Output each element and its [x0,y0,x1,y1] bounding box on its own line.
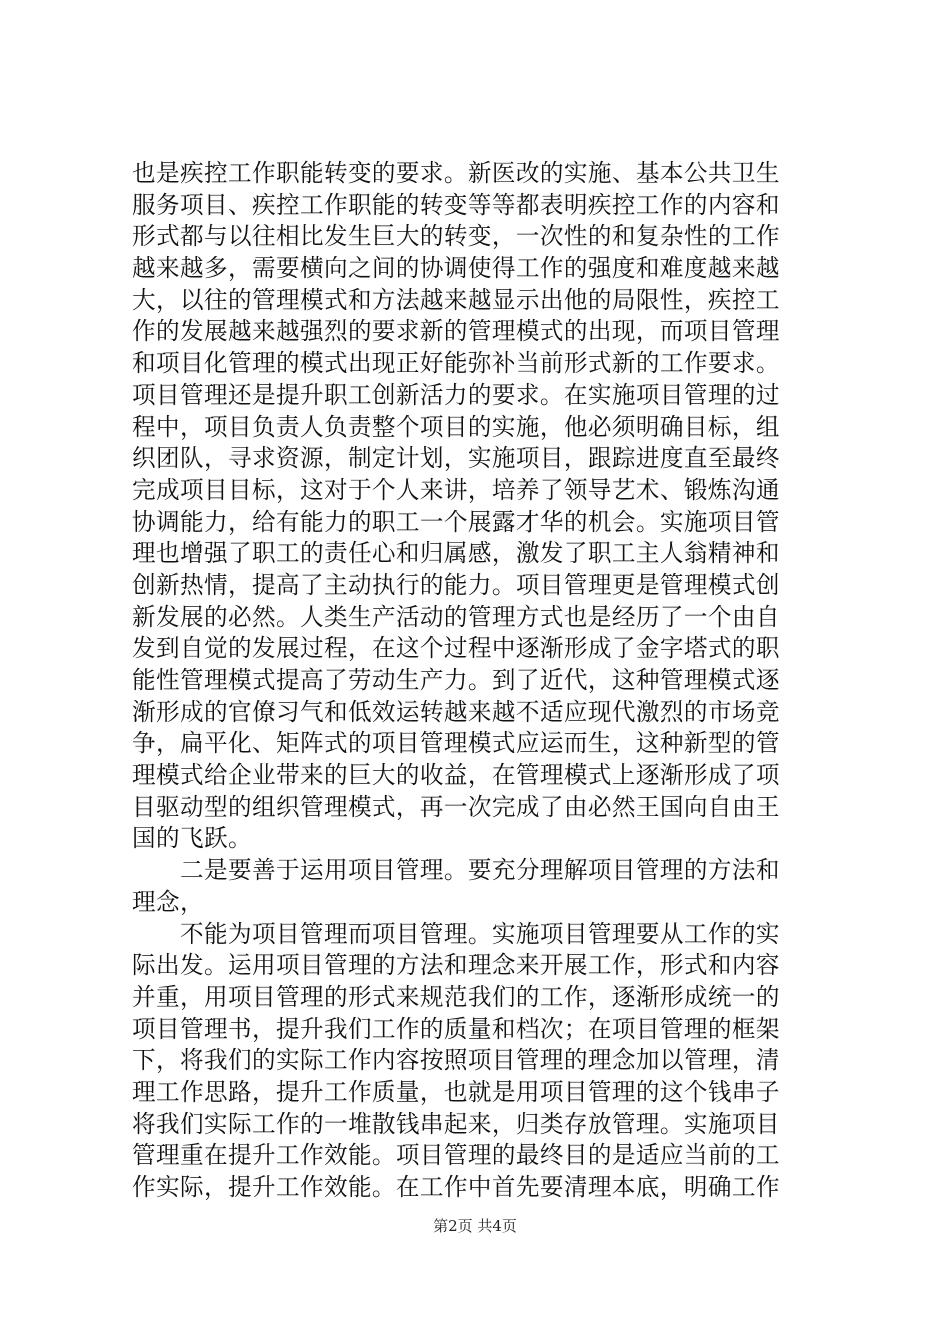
text-line: 创新热情，提高了主动执行的能力。项目管理更是管理模式创 [132,570,780,599]
text-line: 将我们实际工作的一堆散钱串起来，归类存放管理。实施项目 [132,1109,780,1138]
text-line: 理也增强了职工的责任心和归属感，激发了职工主人翁精神和 [132,539,780,568]
text-line: 程中，项目负责人负责整个项目的实施，他必须明确目标，组 [132,412,780,441]
text-line: 作实际，提升工作效能。在工作中首先要清理本底，明确工作 [132,1173,780,1201]
text-line: 新发展的必然。人类生产活动的管理方式也是经历了一个由自 [132,602,780,631]
text-line: 作的发展越来越强烈的要求新的管理模式的出现，而项目管理 [132,317,780,346]
text-line: 完成项目目标，这对于个人来讲，培养了领导艺术、锻炼沟通 [132,475,780,504]
text-line: 目驱动型的组织管理模式，再一次完成了由必然王国向自由王 [132,792,780,821]
text-line: 项目管理还是提升职工创新活力的要求。在实施项目管理的过 [132,380,780,409]
text-line: 也是疾控工作职能转变的要求。新医改的实施、基本公共卫生 [132,159,780,187]
body-text [132,158,832,1204]
text-line: 际出发。运用项目管理的方法和理念来开展工作，形式和内容 [132,951,780,980]
text-line: 越来越多，需要横向之间的协调使得工作的强度和难度越来越 [132,254,780,283]
text-line: 理模式给企业带来的巨大的收益，在管理模式上逐渐形成了项 [132,761,780,790]
text-line: 形式都与以往相比发生巨大的转变，一次性的和复杂性的工作 [132,222,780,251]
text-line: 理工作思路，提升工作质量，也就是用项目管理的这个钱串子 [132,1077,780,1106]
text-line: 发到自觉的发展过程，在这个过程中逐渐形成了金字塔式的职 [132,634,780,663]
text-line: 并重，用项目管理的形式来规范我们的工作，逐渐形成统一的 [132,982,780,1011]
text-line: 协调能力，给有能力的职工一个展露才华的机会。实施项目管 [132,507,780,536]
text-line: 下，将我们的实际工作内容按照项目管理的理念加以管理，清 [132,1046,780,1075]
text-line: 大，以往的管理模式和方法越来越显示出他的局限性，疾控工 [132,285,780,314]
text-line: 争，扁平化、矩阵式的项目管理模式应运而生，这种新型的管 [132,729,780,758]
text-line: 国的飞跃。 [132,824,252,853]
page-number-footer: 第2页 共4页 [433,1217,517,1235]
text-line: 不能为项目管理而项目管理。实施项目管理要从工作的实 [132,919,780,948]
text-line: 管理重在提升工作效能。项目管理的最终目的是适应当前的工 [132,1141,780,1170]
text-line: 和项目化管理的模式出现正好能弥补当前形式新的工作要求。 [132,349,780,378]
text-line: 理念， [132,887,204,916]
text-line: 渐形成的官僚习气和低效运转越来越不适应现代激烈的市场竞 [132,697,780,726]
text-line: 能性管理模式提高了劳动生产力。到了近代，这种管理模式逐 [132,666,780,694]
text-line: 项目管理书，提升我们工作的质量和档次；在项目管理的框架 [132,1014,780,1043]
text-line: 二是要善于运用项目管理。要充分理解项目管理的方法和 [132,856,780,885]
text-line: 服务项目、疾控工作职能的转变等等都表明疾控工作的内容和 [132,190,780,219]
text-line: 织团队，寻求资源，制定计划，实施项目，跟踪进度直至最终 [132,444,780,473]
